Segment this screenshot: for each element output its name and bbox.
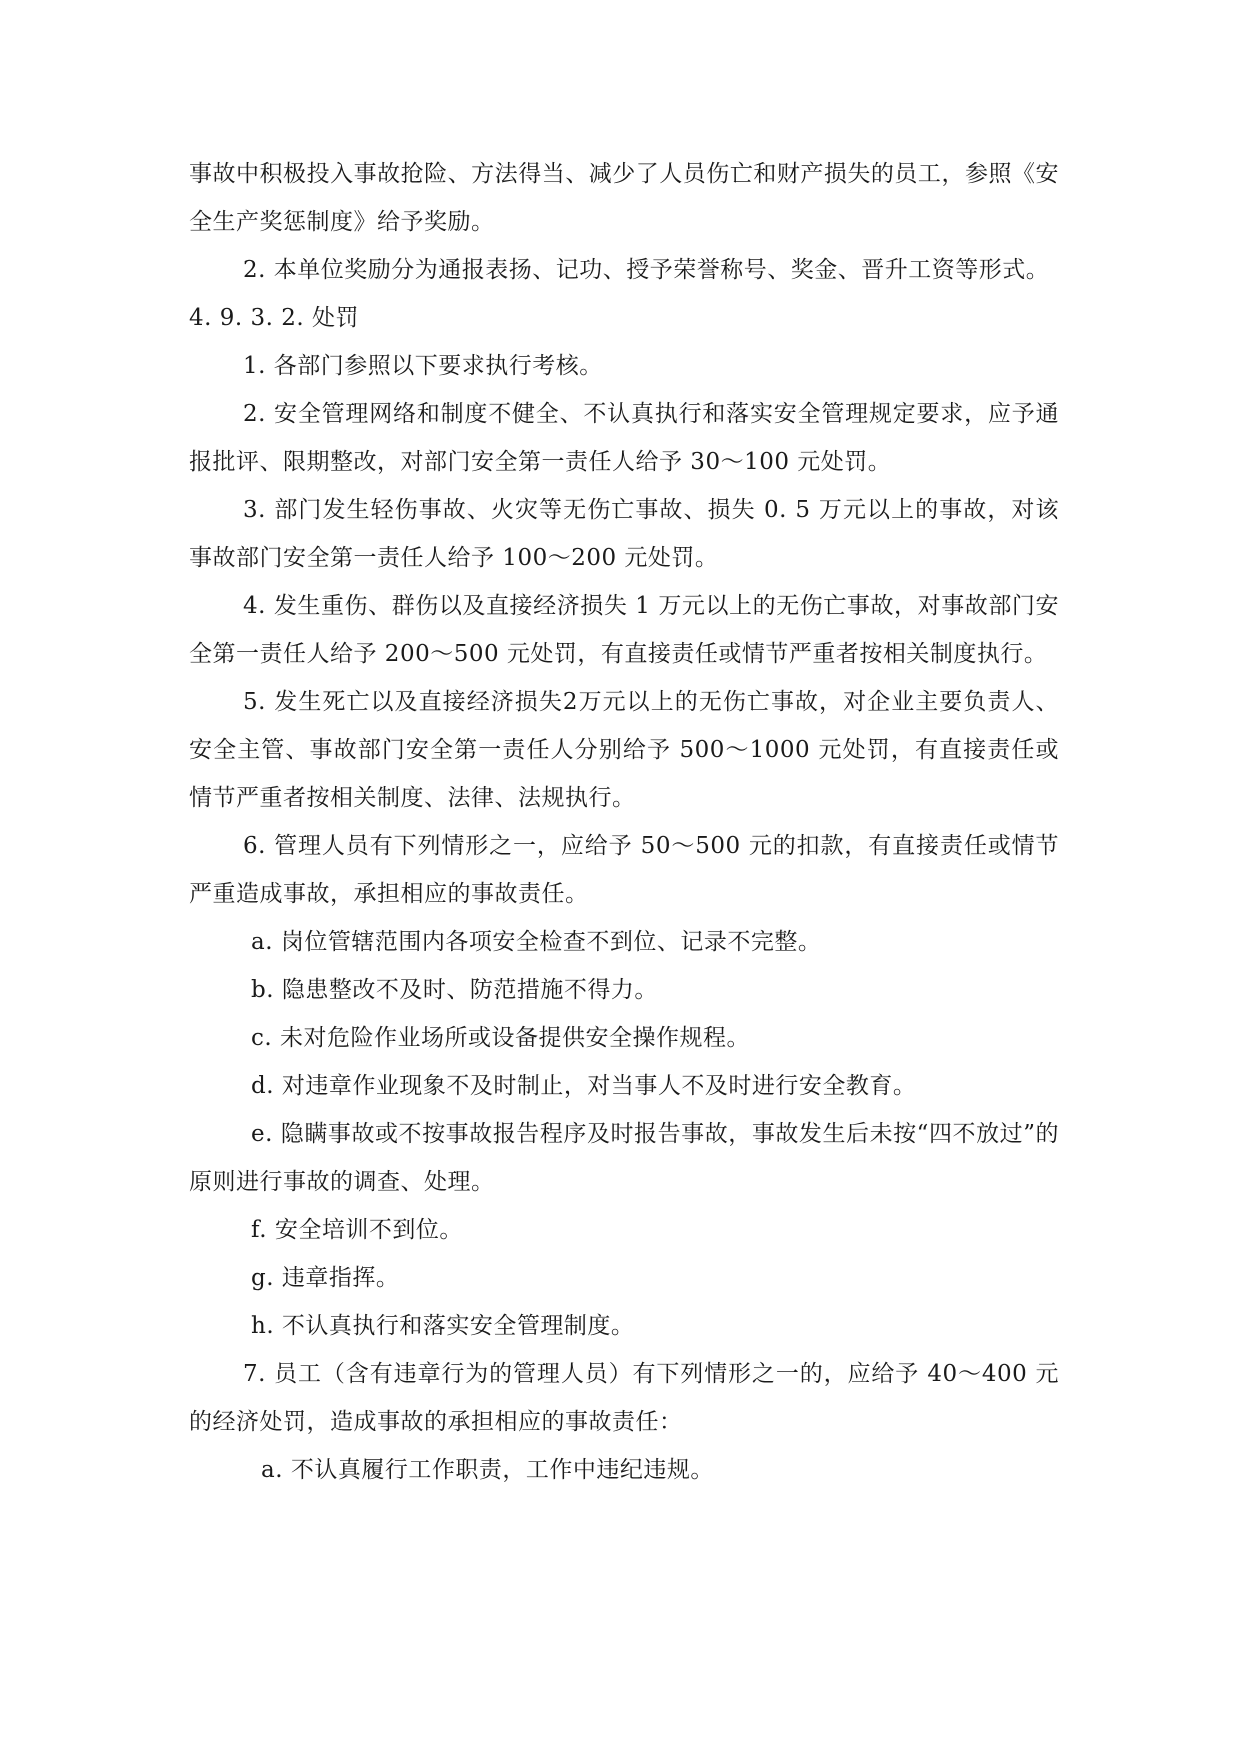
sub-item-6h: h. 不认真执行和落实安全管理制度。	[251, 1313, 635, 1339]
sub-item-6e: e. 隐瞒事故或不按事故报告程序及时报告事故，事故发生后未按“四不放过”的原则进行事故的调查、处理。	[189, 1121, 1059, 1195]
sub-item-6b: b. 隐患整改不及时、防范措施不得力。	[251, 977, 658, 1003]
paragraph-reward-forms: 2. 本单位奖励分为通报表扬、记功、授予荣誉称号、奖金、晋升工资等形式。	[243, 257, 1050, 283]
document-body	[189, 150, 1059, 1494]
sub-item-6g: g. 违章指挥。	[251, 1265, 400, 1291]
paragraph-item-1: 1. 各部门参照以下要求执行考核。	[243, 353, 603, 379]
paragraph-item-2: 2. 安全管理网络和制度不健全、不认真执行和落实安全管理规定要求，应予通报批评、限期整改，对部门安全第一责任人给予 30～100 元处罚。	[189, 401, 1059, 475]
paragraph-reward-continuation: 事故中积极投入事故抢险、方法得当、减少了人员伤亡和财产损失的员工，参照《安全生产奖惩制度》给予奖励。	[189, 161, 1059, 235]
section-heading-penalty: 4. 9. 3. 2. 处罚	[189, 305, 360, 331]
paragraph-item-3: 3. 部门发生轻伤事故、火灾等无伤亡事故、损失 0. 5 万元以上的事故，对该事故部门安全第一责任人给予 100～200 元处罚。	[189, 497, 1059, 571]
sub-item-6a: a. 岗位管辖范围内各项安全检查不到位、记录不完整。	[251, 929, 822, 955]
sub-item-7a: a. 不认真履行工作职责，工作中违纪违规。	[261, 1457, 714, 1483]
sub-item-6f: f. 安全培训不到位。	[251, 1217, 463, 1243]
paragraph-item-7: 7. 员工（含有违章行为的管理人员）有下列情形之一的，应给予 40～400 元的经济处罚，造成事故的承担相应的事故责任：	[189, 1361, 1059, 1435]
paragraph-item-5: 5. 发生死亡以及直接经济损失2万元以上的无伤亡事故，对企业主要负责人、安全主管、事故部门安全第一责任人分别给予 500～1000 元处罚，有直接责任或情节严重者按相关制度、法律、法规执行。	[189, 689, 1059, 811]
sub-item-6d: d. 对违章作业现象不及时制止，对当事人不及时进行安全教育。	[251, 1073, 917, 1099]
paragraph-item-4: 4. 发生重伤、群伤以及直接经济损失 1 万元以上的无伤亡事故，对事故部门安全第一责任人给予 200～500 元处罚，有直接责任或情节严重者按相关制度执行。	[189, 593, 1059, 667]
paragraph-item-6: 6. 管理人员有下列情形之一，应给予 50～500 元的扣款，有直接责任或情节严重造成事故，承担相应的事故责任。	[189, 833, 1059, 907]
sub-item-6c: c. 未对危险作业场所或设备提供安全操作规程。	[251, 1025, 751, 1051]
